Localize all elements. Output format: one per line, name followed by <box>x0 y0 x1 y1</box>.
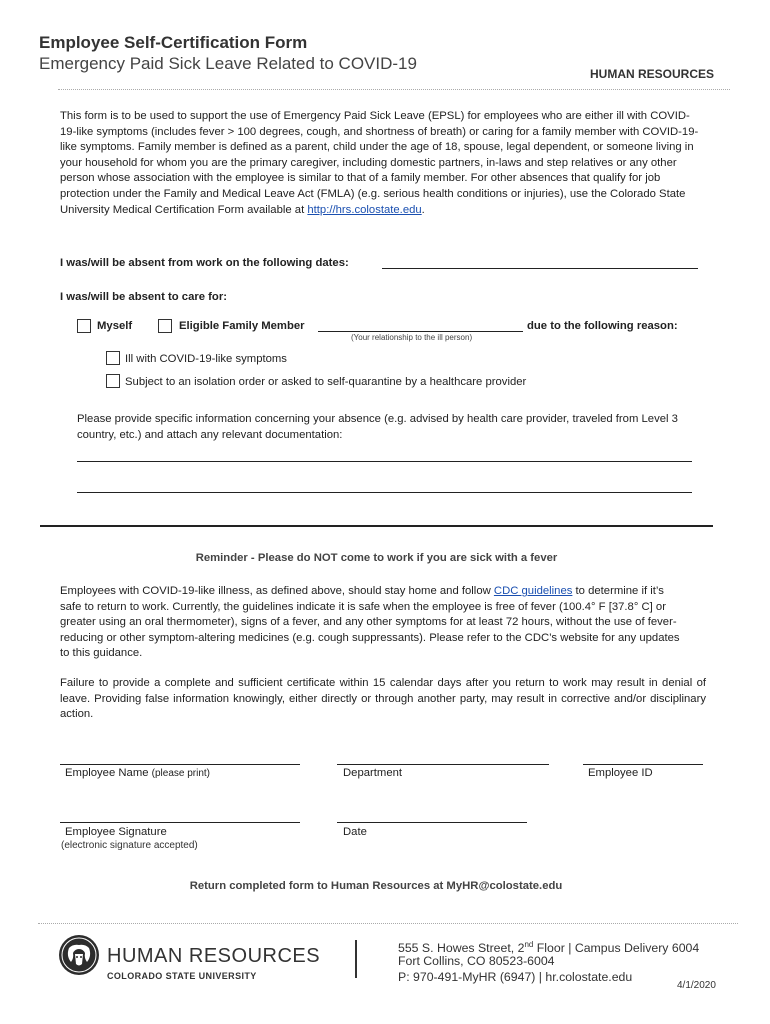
family-member-label: Eligible Family Member <box>179 320 305 332</box>
hrs-link[interactable]: http://hrs.colostate.edu <box>307 203 422 216</box>
absence-dates-field[interactable] <box>382 268 698 269</box>
section-divider <box>40 525 713 527</box>
department-label: Department <box>343 767 403 779</box>
form-subtitle: Emergency Paid Sick Leave Related to COVID-19 <box>39 54 417 73</box>
absence-dates-label: I was/will be absent from work on the following dates: <box>60 257 349 269</box>
ram-logo-icon <box>58 934 100 976</box>
ill-checkbox[interactable] <box>106 351 120 365</box>
department-heading: HUMAN RESOURCES <box>590 67 715 81</box>
employee-id-label: Employee ID <box>588 767 653 779</box>
employee-name-label: Employee Name (please print) <box>65 767 211 779</box>
employee-signature-label: Employee Signature <box>65 826 167 838</box>
care-for-label: I was/will be absent to care for: <box>60 291 227 303</box>
intro-paragraph: This form is to be used to support the use of Emergency Paid Sick Leave (EPSL) for employees who are either ill with COVID-19-like symptoms (includes fever > 100 degrees, cough, and shortness of breath) or caring for a family member with COVID-19-like symptoms. Family member is defined as a parent, child under the age of 18, spouse, legal dependent, or someone living in your household for whom you are the primary caregiver, including domestic partners, in-laws and step relatives or any other person whose association with the employee is similar to that of a family member. For other absences that qualify for job protection under the Family and Medical Leave Act (FMLA) (e.g. serious health conditions or injuries), use the Colorado State University Medical Certification Form available at http://hrs.colostate.edu. <box>60 110 699 216</box>
myself-checkbox[interactable] <box>77 319 91 333</box>
address-line-1: 555 S. Howes Street, 2nd Floor | Campus Delivery 6004 <box>398 940 700 956</box>
date-label: Date <box>343 826 367 838</box>
myself-label: Myself <box>97 320 133 332</box>
specific-info-line-1[interactable] <box>77 461 692 462</box>
employee-signature-field[interactable] <box>60 822 300 823</box>
isolation-checkbox[interactable] <box>106 374 120 388</box>
return-note: Return completed form to Human Resources at MyHR@colostate.edu <box>189 880 563 892</box>
reason-label: due to the following reason: <box>527 320 678 332</box>
footer-logo-title: HUMAN RESOURCES <box>107 945 321 967</box>
cdc-guidelines-link[interactable]: CDC guidelines <box>493 585 573 597</box>
esign-note: (electronic signature accepted) <box>61 840 198 851</box>
header-divider <box>58 89 730 90</box>
employee-id-field[interactable] <box>583 764 703 765</box>
failure-paragraph: Failure to provide a complete and sufficient certificate within 15 calendar days after you return to work may result in denial of leave. Providing false information knowingly, either directly or through another party, may result in corrective and/or disciplinary action. <box>60 677 706 721</box>
relationship-hint: (Your relationship to the ill person) <box>351 333 473 342</box>
isolation-option-label: Subject to an isolation order or asked to self-quarantine by a healthcare provider <box>125 376 527 388</box>
footer-separator <box>355 940 357 978</box>
address-line-2: Fort Collins, CO 80523-6004 <box>398 954 555 968</box>
footer-divider <box>38 923 738 924</box>
specific-info-text: Please provide specific information concerning your absence (e.g. advised by health care provider, traveled from Level 3 country, etc.) and attach any relevant documentation: <box>77 413 678 441</box>
cdc-paragraph: Employees with COVID-19-like illness, as defined above, should stay home and follow CDC guidelines to determine if it’s safe to return to work. Currently, the guidelines indicate it is safe when the employee is free of fever (100.4° F [37.8° C] or greater using an oral thermometer), signs of a fever, and any other symptoms for at least 72 hours, without the use of fever-reducing or other symptom-altering medicines (e.g. cough suppressants). Please refer to the CDC’s website for any updates to this guidance. <box>60 585 680 660</box>
relationship-field[interactable] <box>318 331 523 332</box>
ill-option-label: Ill with COVID-19-like symptoms <box>125 353 287 365</box>
date-field[interactable] <box>337 822 527 823</box>
footer-logo-subtitle: COLORADO STATE UNIVERSITY <box>107 971 257 981</box>
reminder-heading: Reminder - Please do NOT come to work if you are sick with a fever <box>195 552 558 564</box>
family-member-checkbox[interactable] <box>158 319 172 333</box>
form-title: Employee Self-Certification Form <box>39 33 308 52</box>
employee-name-field[interactable] <box>60 764 300 765</box>
specific-info-line-2[interactable] <box>77 492 692 493</box>
address-line-3: P: 970-491-MyHR (6947) | hr.colostate.edu <box>398 970 633 984</box>
form-date: 4/1/2020 <box>677 980 716 991</box>
department-field[interactable] <box>337 764 549 765</box>
